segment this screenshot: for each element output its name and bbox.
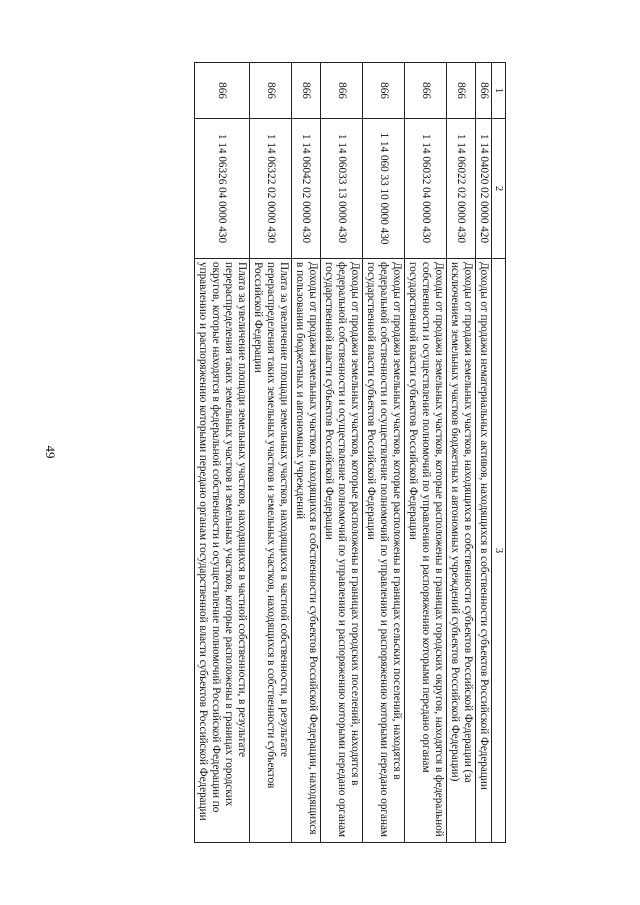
admin-code-cell: 866 [195, 63, 250, 119]
budget-code-cell: 1 14 06322 02 0000 430 [250, 119, 292, 259]
budget-code-cell: 1 14 060 33 10 0000 430 [363, 119, 405, 259]
budget-code-cell: 1 14 06033 13 0000 430 [321, 119, 363, 259]
admin-code-cell: 866 [250, 63, 292, 119]
revenue-name-cell: Доходы от продажи земельных участков, которые расположены в границах городских округов, находятся в федеральной собственности и осуществление полномочий по управлению и распоряжению которыми передано органам государственной власти субъектов Российской Федерации [405, 259, 447, 843]
column-header-3: 3 [492, 259, 506, 843]
budget-code-cell: 1 14 04020 02 0000 420 [476, 119, 492, 259]
table-row [447, 63, 476, 843]
table-row [195, 63, 250, 843]
table-header-row [492, 63, 506, 843]
revenue-name-cell: Плата за увеличение площади земельных участков, находящихся в частной собственности, в результате перераспределения таких земельных участков и земельных участков, находящихся в собственности субъектов Российской Федерации [250, 259, 292, 843]
admin-code-cell: 866 [447, 63, 476, 119]
budget-code-cell: 1 14 06326 04 0000 430 [195, 119, 250, 259]
admin-code-cell: 866 [363, 63, 405, 119]
revenue-name-cell: Доходы от продажи земельных участков, которые расположены в границах сельских поселений, находятся в федеральной собственности и осуществление полномочий по управлению и распоряжению которыми передано органам государственной власти субъектов Российской Федерации [363, 259, 405, 843]
table-row [476, 63, 492, 843]
revenue-name-cell: Доходы от продажи земельных участков, находящихся в собственности субъектов Российской Федерации, находящихся в пользовании бюджетных и автономных учреждений [292, 259, 321, 843]
budget-code-cell: 1 14 06042 02 0000 430 [292, 119, 321, 259]
table-row [321, 63, 363, 843]
admin-code-cell: 866 [405, 63, 447, 119]
revenue-name-cell: Доходы от продажи нематериальных активов, находящихся в собственности субъектов Российской Федерации [476, 259, 492, 843]
table-row [292, 63, 321, 843]
page-number: 49 [43, 445, 58, 459]
revenue-name-cell: Доходы от продажи земельных участков, которые расположены в границах городских поселений, находятся в федеральной собственности и осуществление полномочий по управлению и распоряжению которыми передано органам государственной власти субъектов Российской Федерации [321, 259, 363, 843]
revenue-codes-table [194, 62, 506, 843]
revenue-name-cell: Плата за увеличение площади земельных участков, находящихся в частной собственности, в результате перераспределения таких земельных участков и земельных участков, которые расположены в границах городских округов, которые находятся в федеральной собственности и осуществление полномочий Российской Федерации по управлению и распоряжению которыми передано органам государственной власти субъектов Российской Федерации [195, 259, 250, 843]
budget-code-cell: 1 14 06022 02 0000 430 [447, 119, 476, 259]
table-row [363, 63, 405, 843]
column-header-1: 1 [492, 63, 506, 119]
admin-code-cell: 866 [292, 63, 321, 119]
admin-code-cell: 866 [476, 63, 492, 119]
rotated-sheet [76, 62, 506, 842]
admin-code-cell: 866 [321, 63, 363, 119]
revenue-name-cell: Доходы от продажи земельных участков, находящихся в собственности субъектов Российской Федерации (за исключением земельных участков бюджетных и автономных учреждений субъектов Российской Федерации) [447, 259, 476, 843]
table-row [250, 63, 292, 843]
budget-code-cell: 1 14 06032 04 0000 430 [405, 119, 447, 259]
column-header-2: 2 [492, 119, 506, 259]
table-row [405, 63, 447, 843]
